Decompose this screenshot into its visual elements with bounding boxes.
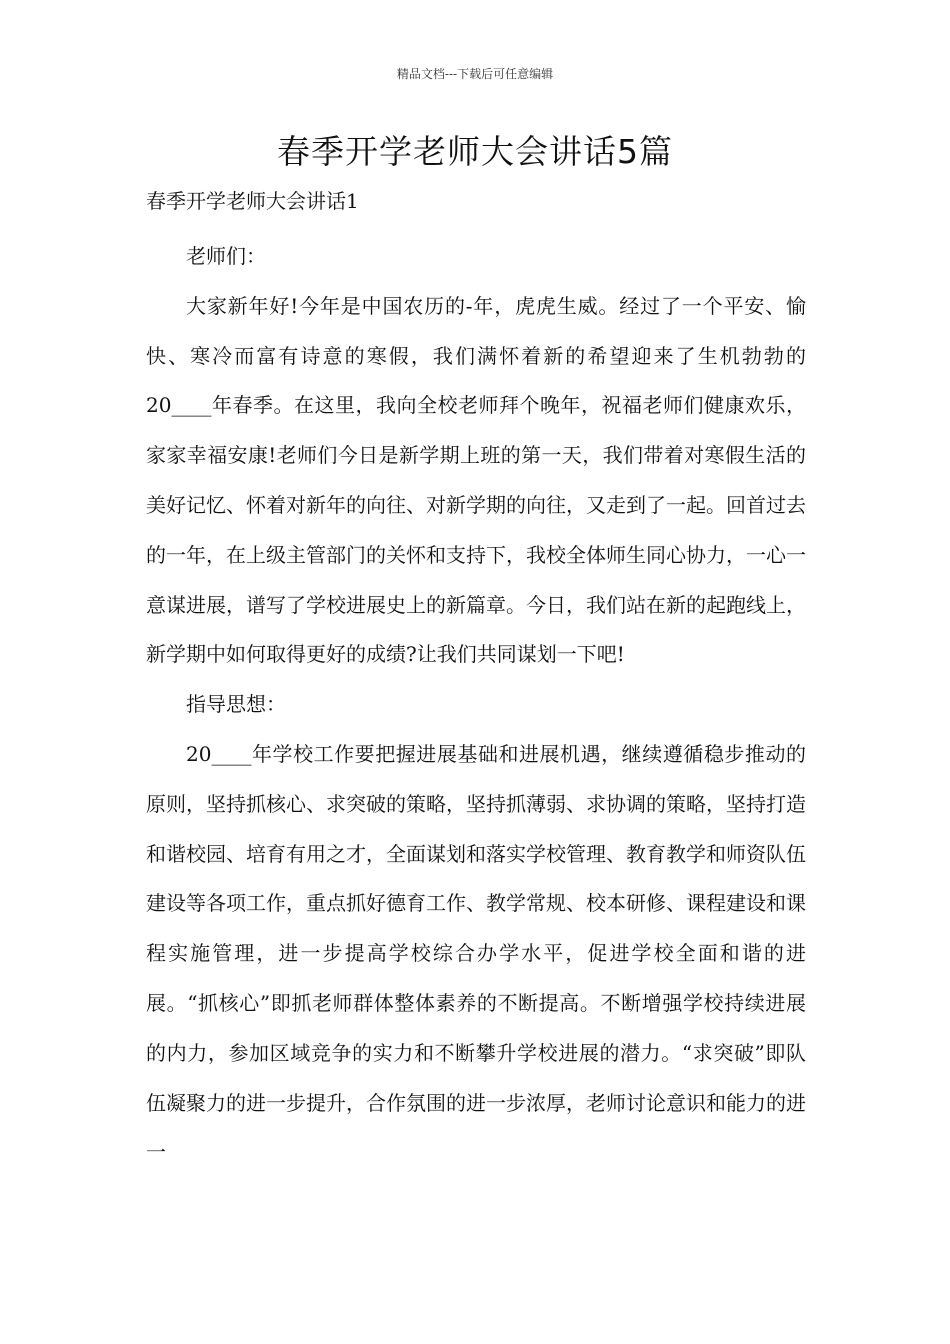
section-label-paragraph: 指导思想： [186,692,286,717]
body-paragraph: 20____年学校工作要把握进展基础和进展机遇，继续遵循稳步推动的原则，坚持抓核心、求突破的策略，坚持抓薄弱、求协调的策略，坚持打造和谐校园、培育有用之才，全面谋划和落实学校管理、教育教学和师资队伍建设等各项工作，重点抓好德育工作、教学常规、校本研修、课程建设和课程实施管理，进一步提高学校综合办学水平，促进学校全面和谐的进展。“抓核心”即抓老师群体整体素养的不断提高。不断增强学校持续进展的内力，参加区域竞争的实力和不断攀升学校进展的潜力。“求突破”即队伍凝聚力的进一步提升，合作氛围的进一步浓厚，老师讨论意识和能力的进一 [146,741,806,1165]
salutation-paragraph: 老师们： [186,244,266,268]
body-paragraph: 大家新年好!今年是中国农历的-年，虎虎生威。经过了一个平安、愉快、寒冷而富有诗意的寒假，我们满怀着新的希望迎来了生机勃勃的20____年春季。在这里，我向全校老师拜个晚年，祝福老师们健康欢乐，家家幸福安康!老师们今日是新学期上班的第一天，我们带着对寒假生活的美好记忆、怀着对新年的向往、对新学期的向往，又走到了一起。回首过去的一年，在上级主管部门的关怀和支持下，我校全体师生同心协力，一心一意谋进展，谱写了学校进展史上的新篇章。今日，我们站在新的起跑线上，新学期中如何取得更好的成绩?让我们共同谋划一下吧! [146,293,806,667]
page-header: 精品文档---下载后可任意编辑 [396,67,554,81]
document-body [146,232,806,1178]
section-heading: 春季开学老师大会讲话1 [146,189,359,213]
document-title: 春季开学老师大会讲话5篇 [277,132,673,171]
